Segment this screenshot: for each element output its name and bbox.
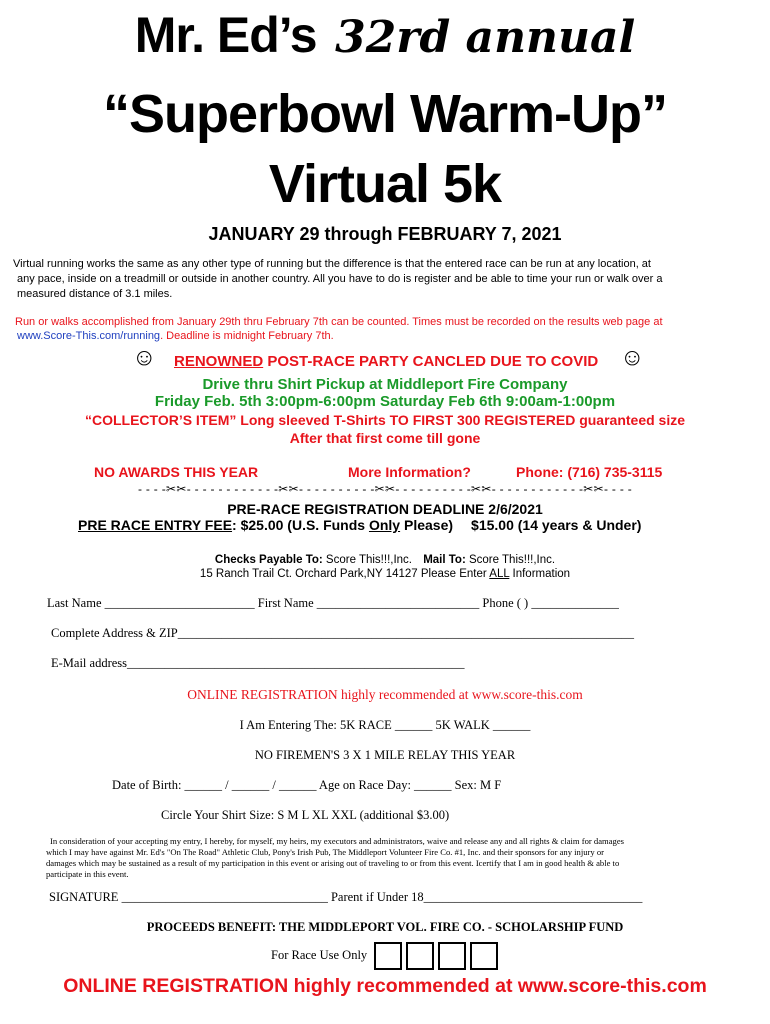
- contact-phone: Phone: (716) 735-3115: [516, 464, 663, 480]
- address-row[interactable]: Complete Address & ZIP_________________________________________________________________________: [51, 626, 634, 640]
- waiver-line-4: participate in this event.: [46, 869, 129, 879]
- race-use-box-2[interactable]: [406, 942, 434, 970]
- online-registration-note: ONLINE REGISTRATION highly recommended at www.score-this.com: [187, 687, 583, 702]
- race-use-box-1[interactable]: [374, 942, 402, 970]
- pickup-line-2: Friday Feb. 5th 3:00pm-6:00pm Saturday Feb 6th 9:00am-1:00pm: [154, 393, 616, 410]
- address-info: Information: [509, 568, 571, 580]
- party-notice: [174, 353, 598, 370]
- results-link[interactable]: www.Score-This.com/running: [17, 330, 161, 342]
- registration-deadline: PRE-RACE REGISTRATION DEADLINE 2/6/2021: [227, 501, 543, 517]
- checks-label: Checks Payable To:: [214, 554, 323, 566]
- checks-value: Score This!!!,Inc.: [322, 554, 412, 566]
- address-all: ALL: [489, 568, 510, 580]
- email-row[interactable]: E-Mail address______________________________________________________: [51, 656, 465, 670]
- footer-online-registration: ONLINE REGISTRATION highly recommended at www.score-this.com: [63, 975, 707, 997]
- cut-line: - - - -✂✂- - - - - - - - - - - -✂✂- - - - - - - - - -✂✂- - - - - - - - - -✂✂- - - - - - - - - - - -✂✂- - - -: [137, 482, 633, 496]
- more-information: More Information?: [348, 464, 471, 480]
- mailing-address: [0, 568, 770, 580]
- title-event-name: Mr. Ed’s: [134, 7, 317, 63]
- entry-fee-adult-end: Please): [400, 517, 454, 533]
- mail-value: Score This!!!,Inc.: [465, 554, 556, 566]
- shirt-size-row[interactable]: Circle Your Shirt Size: S M L XL XXL (additional $3.00): [161, 808, 450, 822]
- waiver-line-1: In consideration of your accepting my entry, I hereby, for myself, my heirs, my executors and administrators, waive and release any and all rights & claim for damages: [50, 836, 625, 846]
- birth-age-sex-row[interactable]: Date of Birth: ______ / ______ / ______ Age on Race Day: ______ Sex: M F: [112, 778, 502, 792]
- collector-line-1: “COLLECTOR’S ITEM” Long sleeved T-Shirts TO FIRST 300 REGISTERED guaranteed size: [84, 412, 686, 428]
- party-renowned: RENOWNED: [174, 353, 264, 370]
- proceeds-benefit: PROCEEDS BENEFIT: THE MIDDLEPORT VOL. FIRE CO. - SCHOLARSHIP FUND: [146, 920, 624, 934]
- relay-notice: NO FIREMEN'S 3 X 1 MILE RELAY THIS YEAR: [254, 748, 516, 762]
- party-cancelled: POST-RACE PARTY CANCLED DUE TO COVID: [263, 353, 599, 370]
- entering-row[interactable]: I Am Entering The: 5K RACE ______ 5K WALK ______: [239, 718, 531, 732]
- race-use-label: For Race Use Only: [271, 948, 368, 962]
- entry-fee-adult: : $25.00 (U.S. Funds: [232, 517, 369, 533]
- pickup-line-1: Drive thru Shirt Pickup at Middleport Fire Company: [202, 376, 568, 393]
- intro-line-3: measured distance of 3.1 miles.: [17, 288, 173, 300]
- smiley-left-icon: ☺: [132, 344, 157, 371]
- collector-line-2: After that first come till gone: [289, 430, 481, 446]
- entry-fee: [78, 517, 641, 533]
- payable-line: [0, 554, 770, 566]
- title-annual: 32rd annual: [335, 12, 636, 63]
- no-awards: NO AWARDS THIS YEAR: [94, 464, 259, 480]
- title-line-2: “Superbowl Warm-Up”: [102, 84, 667, 144]
- race-use-box-4[interactable]: [470, 942, 498, 970]
- mail-label: Mail To:: [423, 554, 466, 566]
- entry-fee-only: Only: [368, 517, 401, 533]
- entry-fee-youth: $15.00 (14 years & Under): [471, 517, 642, 533]
- notice-line-2: [17, 330, 334, 342]
- intro-line-2: any pace, inside on a treadmill or outside in another country. All you have to do is register and be able to time your run or walk over a: [17, 273, 663, 285]
- address-text: 15 Ranch Trail Ct. Orchard Park,NY 14127 Please Enter: [199, 568, 490, 580]
- entry-fee-label: PRE RACE ENTRY FEE: [78, 517, 233, 533]
- notice-deadline: . Deadline is midnight February 7th.: [160, 330, 334, 342]
- title-line-3: Virtual 5k: [268, 154, 502, 214]
- event-dates: JANUARY 29 through FEBRUARY 7, 2021: [208, 224, 562, 244]
- race-use-box-3[interactable]: [438, 942, 466, 970]
- name-phone-row[interactable]: Last Name ________________________ First Name __________________________ Phone ( ) ______________: [47, 596, 619, 610]
- waiver-line-2: which I may have against Mr. Ed's "On The Road" Athletic Club, Pony's Irish Pub, The Middleport Volunteer Fire Co. #1, Inc. and their sponsors for any injury or: [46, 847, 604, 857]
- waiver-line-3: damages which may be sustained as a result of my participation in this event or arising out of traveling to or from this event. Icertify that I am in good health & able to: [46, 858, 620, 868]
- signature-row[interactable]: SIGNATURE _________________________________ Parent if Under 18___________________________________: [49, 890, 643, 904]
- race-use-only: [271, 938, 498, 972]
- title-line-1: [0, 0, 770, 70]
- intro-line-1: Virtual running works the same as any other type of running but the difference is that the entered race can be run at any location, at: [13, 258, 651, 270]
- smiley-right-icon: ☺: [620, 344, 645, 371]
- notice-line-1: Run or walks accomplished from January 29th thru February 7th can be counted. Times must be recorded on the results web page at: [15, 316, 663, 328]
